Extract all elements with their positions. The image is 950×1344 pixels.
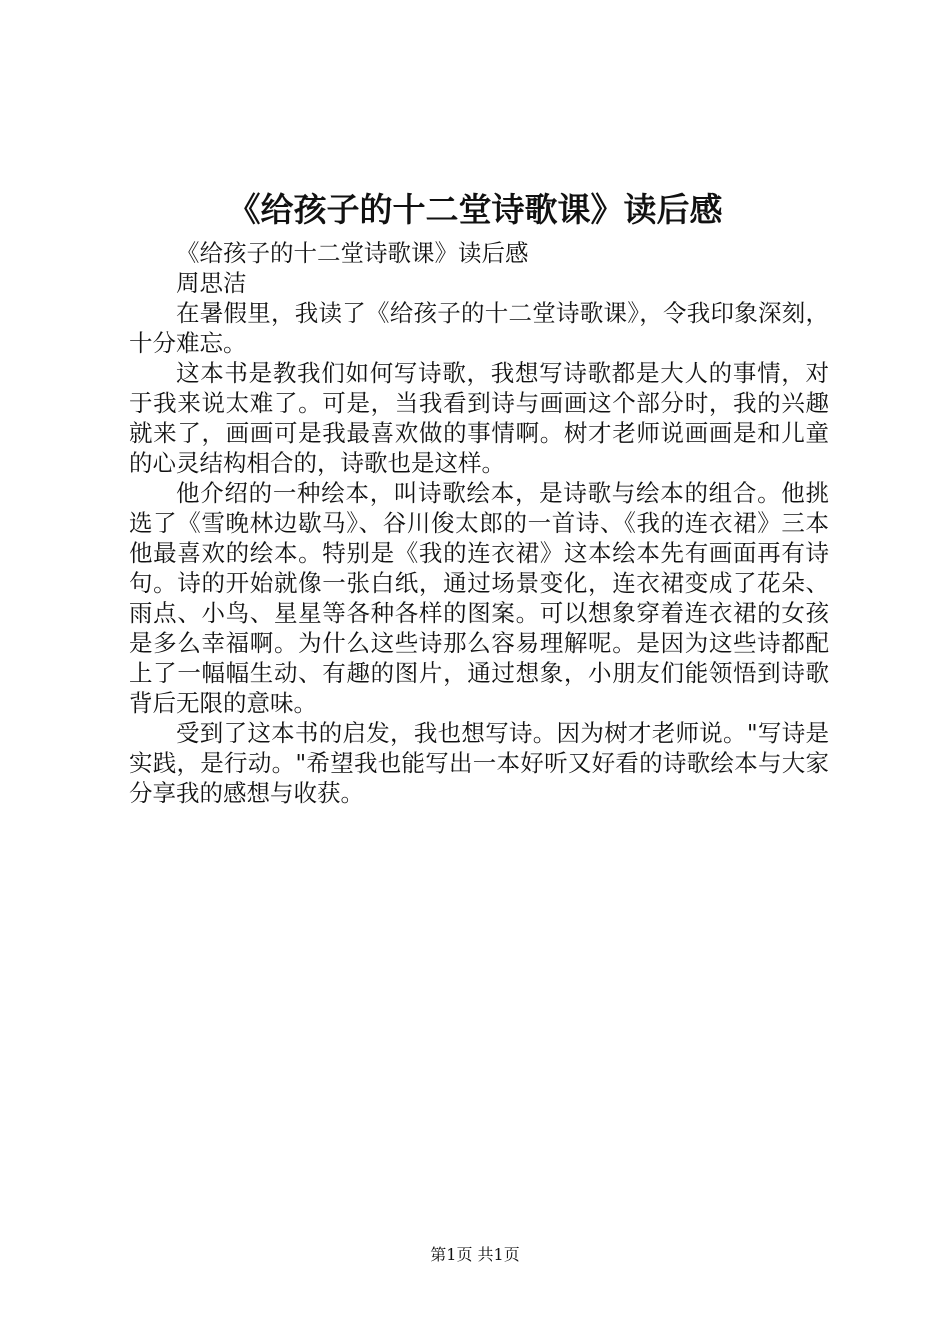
document-title: 《给孩子的十二堂诗歌课》读后感 [227,190,723,229]
body-paragraph: 在暑假里，我读了《给孩子的十二堂诗歌课》，令我印象深刻，十分难忘。 [129,299,829,357]
document-body [129,238,829,808]
body-paragraph: 他介绍的一种绘本，叫诗歌绘本，是诗歌与绘本的组合。他挑选了《雪晚林边歇马》、谷川俊太郎的一首诗、《我的连衣裙》三本他最喜欢的绘本。特别是《我的连衣裙》这本绘本先有画面再有诗句。诗的开始就像一张白纸，通过场景变化，连衣裙变成了花朵、雨点、小鸟、星星等各种各样的图案。可以想象穿着连衣裙的女孩是多么幸福啊。为什么这些诗那么容易理解呢。是因为这些诗都配上了一幅幅生动、有趣的图片，通过想象，小朋友们能领悟到诗歌背后无限的意味。 [129,479,829,717]
body-paragraph: 这本书是教我们如何写诗歌，我想写诗歌都是大人的事情，对于我来说太难了。可是，当我看到诗与画画这个部分时，我的兴趣就来了，画画可是我最喜欢做的事情啊。树才老师说画画是和儿童的心灵结构相合的，诗歌也是这样。 [129,359,829,477]
body-paragraph: 受到了这本书的启发，我也想写诗。因为树才老师说。"写诗是实践，是行动。"希望我也能写出一本好听又好看的诗歌绘本与大家分享我的感想与收获。 [129,719,829,807]
subtitle-paragraph: 《给孩子的十二堂诗歌课》读后感 [176,239,529,267]
page-footer: 第1页 共1页 [430,1245,520,1264]
author-paragraph: 周思洁 [176,269,247,297]
